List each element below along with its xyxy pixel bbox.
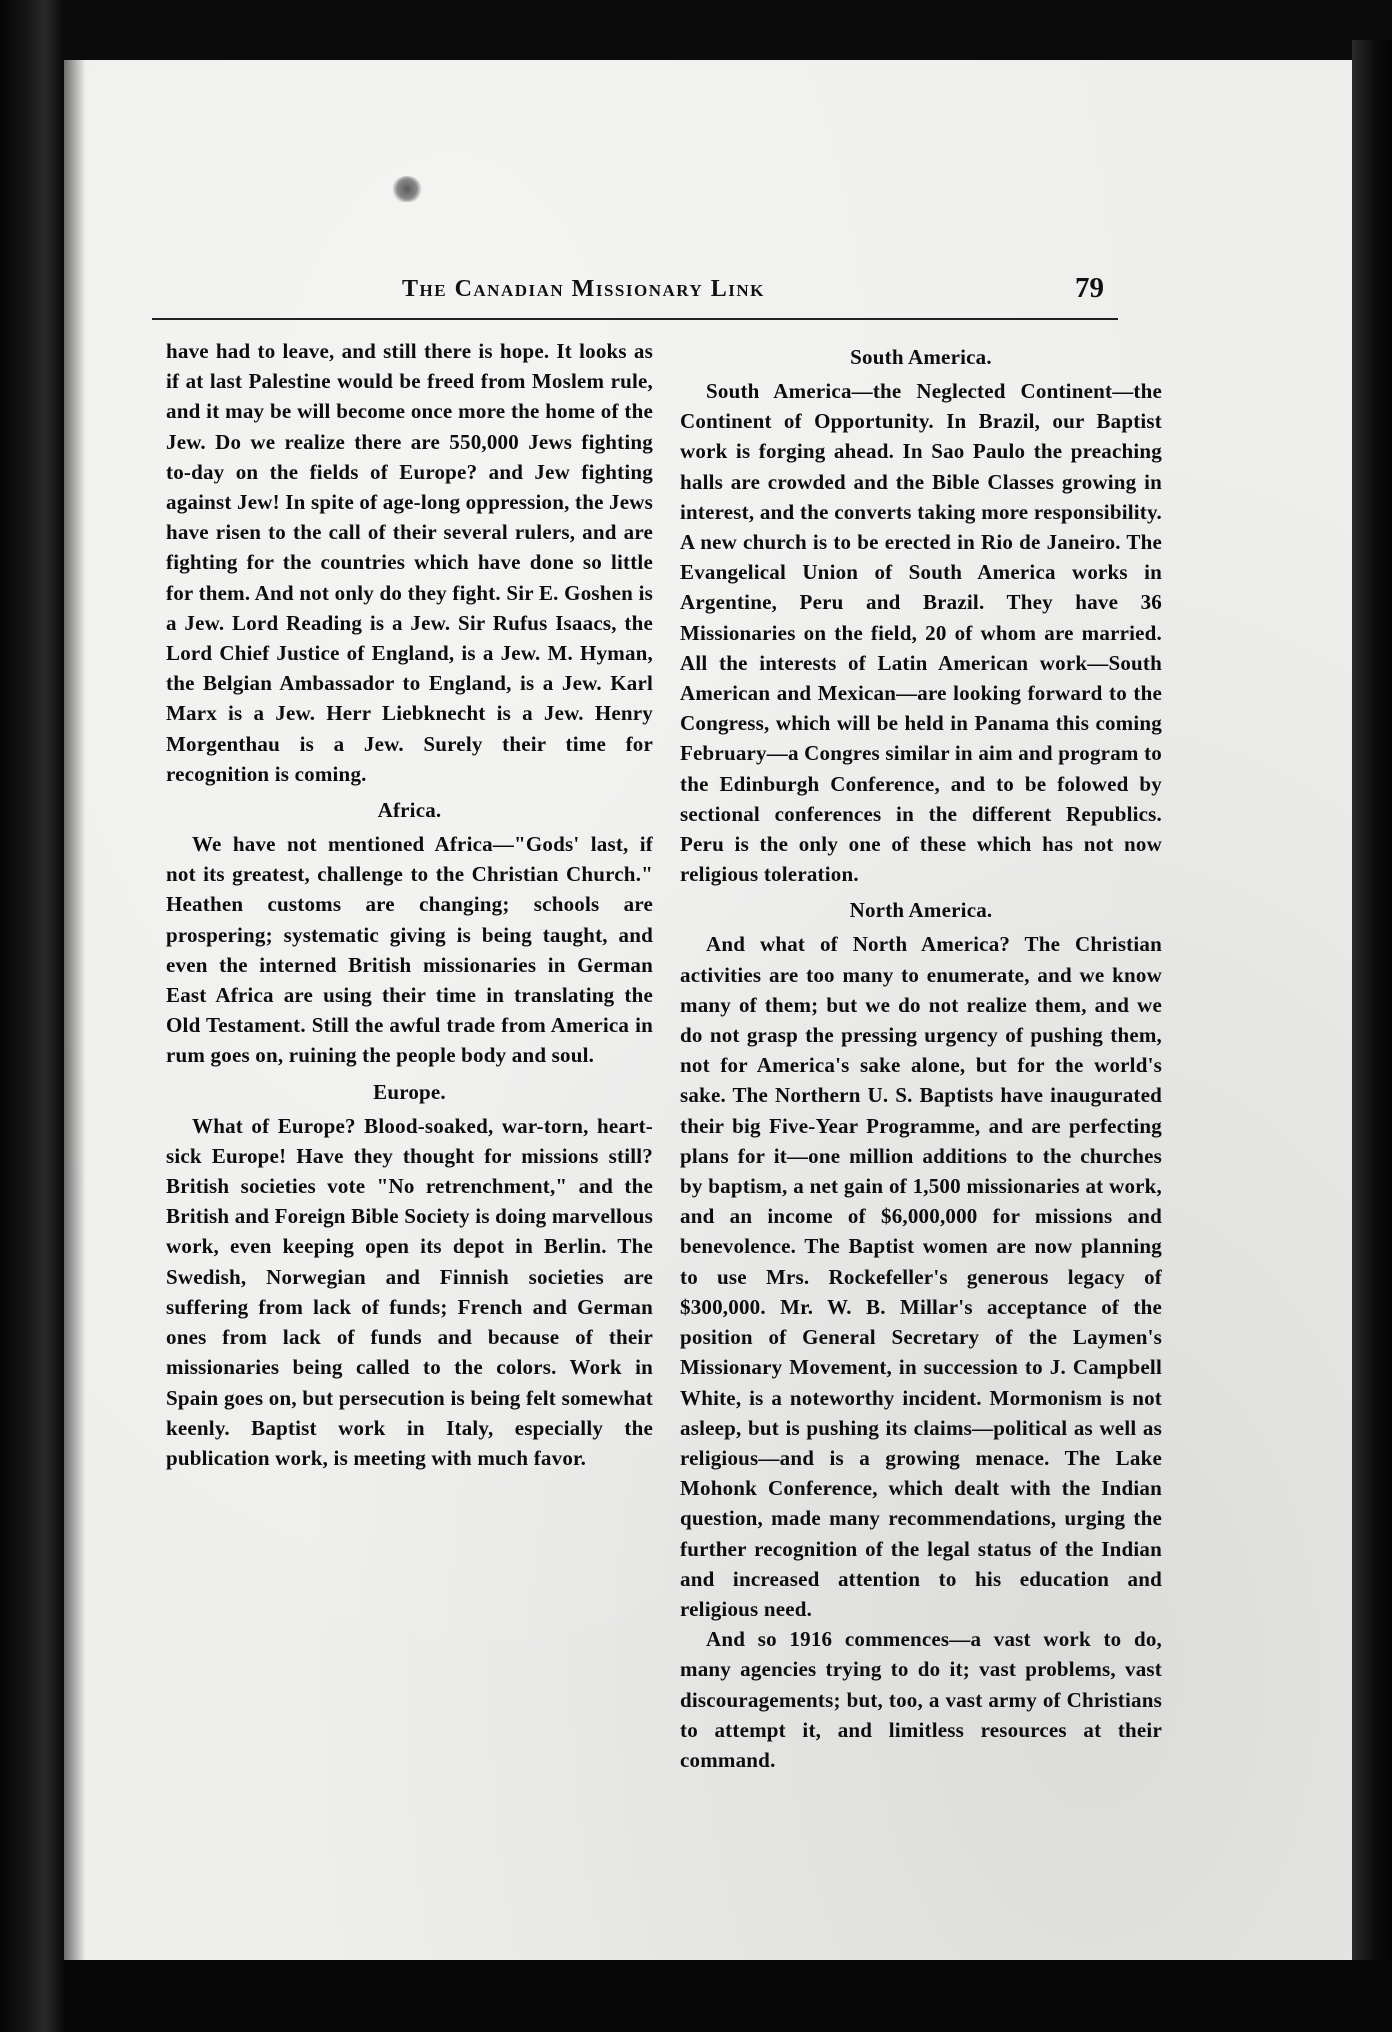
- south-america-paragraph: South America—the Neglected Continent—the Continent of Opportunity. In Brazil, our Baptist work is forging ahead. In Sao Paulo the preaching halls are crowded and the Bible Classes growing in interest, and the converts taking more responsibility. A new church is to be erected in Rio de Janeiro. The Evangelical Union of South America works in Argentine, Peru and Brazil. They have 36 Missionaries on the field, 20 of whom are married. All the interests of Latin American work—South American and Mexican—are looking forward to the Congress, which will be held in Panama this coming February—a Congres similar in aim and program to the Edinburgh Conference, and to be folowed by sectional conferences in the different Republics. Peru is the only one of these which has not now religious toleration.: [680, 379, 1162, 887]
- closing-paragraph: And so 1916 commences—a vast work to do, many agencies trying to do it; vast problems, vast discouragements; but, too, a vast army of Christians to attempt it, and limitless resources at their command.: [680, 1627, 1162, 1772]
- running-header: [152, 270, 1118, 320]
- north-america-paragraph: And what of North America? The Christian activities are too many to enumerate, and we know many of them; but we do not realize them, and we do not grasp the pressing urgency of pushing them, not for America's sake alone, but for the world's sake. The Northern U. S. Baptists have inaugurated their big Five-Year Programme, and are perfecting plans for it—one million additions to the churches by baptism, a net gain of 1,500 missionaries at work, and an income of $6,000,000 for missions and benevolence. The Baptist women are now planning to use Mrs. Rockefeller's generous legacy of $300,000. Mr. W. B. Millar's acceptance of the position of General Secretary of the Laymen's Missionary Movement, in succession to J. Campbell White, is a noteworthy incident. Mormonism is not asleep, but is pushing its claims—political as well as religious—and is a growing menace. The Lake Mohonk Conference, which dealt with the Indian question, made many recommendations, urging the further recognition of the legal status of the Indian and increased attention to his education and religious need.: [680, 932, 1162, 1621]
- page-gutter-shadow: [64, 60, 86, 1960]
- europe-heading: Europe.: [373, 1079, 446, 1104]
- page-edge-right: [1352, 40, 1392, 2000]
- south-america-heading: South America.: [850, 345, 992, 369]
- page-edge-bottom: [64, 1960, 1392, 2032]
- europe-paragraph: What of Europe? Blood-soaked, war-torn, heart-sick Europe! Have they thought for missions still? British societies vote "No retrenchment," and the British and Foreign Bible Society is doing marvellous work, even keeping open its depot in Berlin. The Swedish, Norwegian and Finnish societies are suffering from lack of funds; French and German ones from lack of funds and because of their missionaries being called to the colors. Work in Spain goes on, but persecution is being felt somewhat keenly. Baptist work in Italy, especially the publication work, is meeting with much favor.: [166, 1113, 653, 1470]
- africa-heading: Africa.: [377, 798, 442, 823]
- journal-title: The Canadian Missionary Link: [402, 276, 765, 302]
- africa-paragraph: We have not mentioned Africa—"Gods' last, if not its greatest, challenge to the Christian Church." Heathen customs are changing; schools are prospering; systematic giving is being taught, and even the interned British missionaries in German East Africa are using their time in translating the Old Testament. Still the awful trade from America in rum goes on, ruining the people body and soul.: [166, 832, 653, 1068]
- ink-smudge: [392, 176, 422, 202]
- palestine-paragraph: have had to leave, and still there is hope. It looks as if at last Palestine would be freed from Moslem rule, and it may be will become once more the home of the Jew. Do we realize there are 550,000 Jews fighting to-day on the fields of Europe? and Jew fighting against Jew! In spite of age-long oppression, the Jews have risen to the call of their several rulers, and are fighting for the countries which have done so little for them. And not only do they fight. Sir E. Goshen is a Jew. Lord Reading is a Jew. Sir Rufus Isaacs, the Lord Chief Justice of England, is a Jew. M. Hyman, the Belgian Ambassador to England, is a Jew. Karl Marx is a Jew. Herr Liebknecht is a Jew. Henry Morgenthau is a Jew. Surely their time for recognition is coming.: [166, 339, 654, 786]
- left-column: [166, 336, 653, 1473]
- north-america-heading: North America.: [849, 898, 993, 923]
- page-number: 79: [1075, 272, 1104, 304]
- book-binding-shadow: [0, 0, 64, 2032]
- right-column: [680, 336, 1162, 1775]
